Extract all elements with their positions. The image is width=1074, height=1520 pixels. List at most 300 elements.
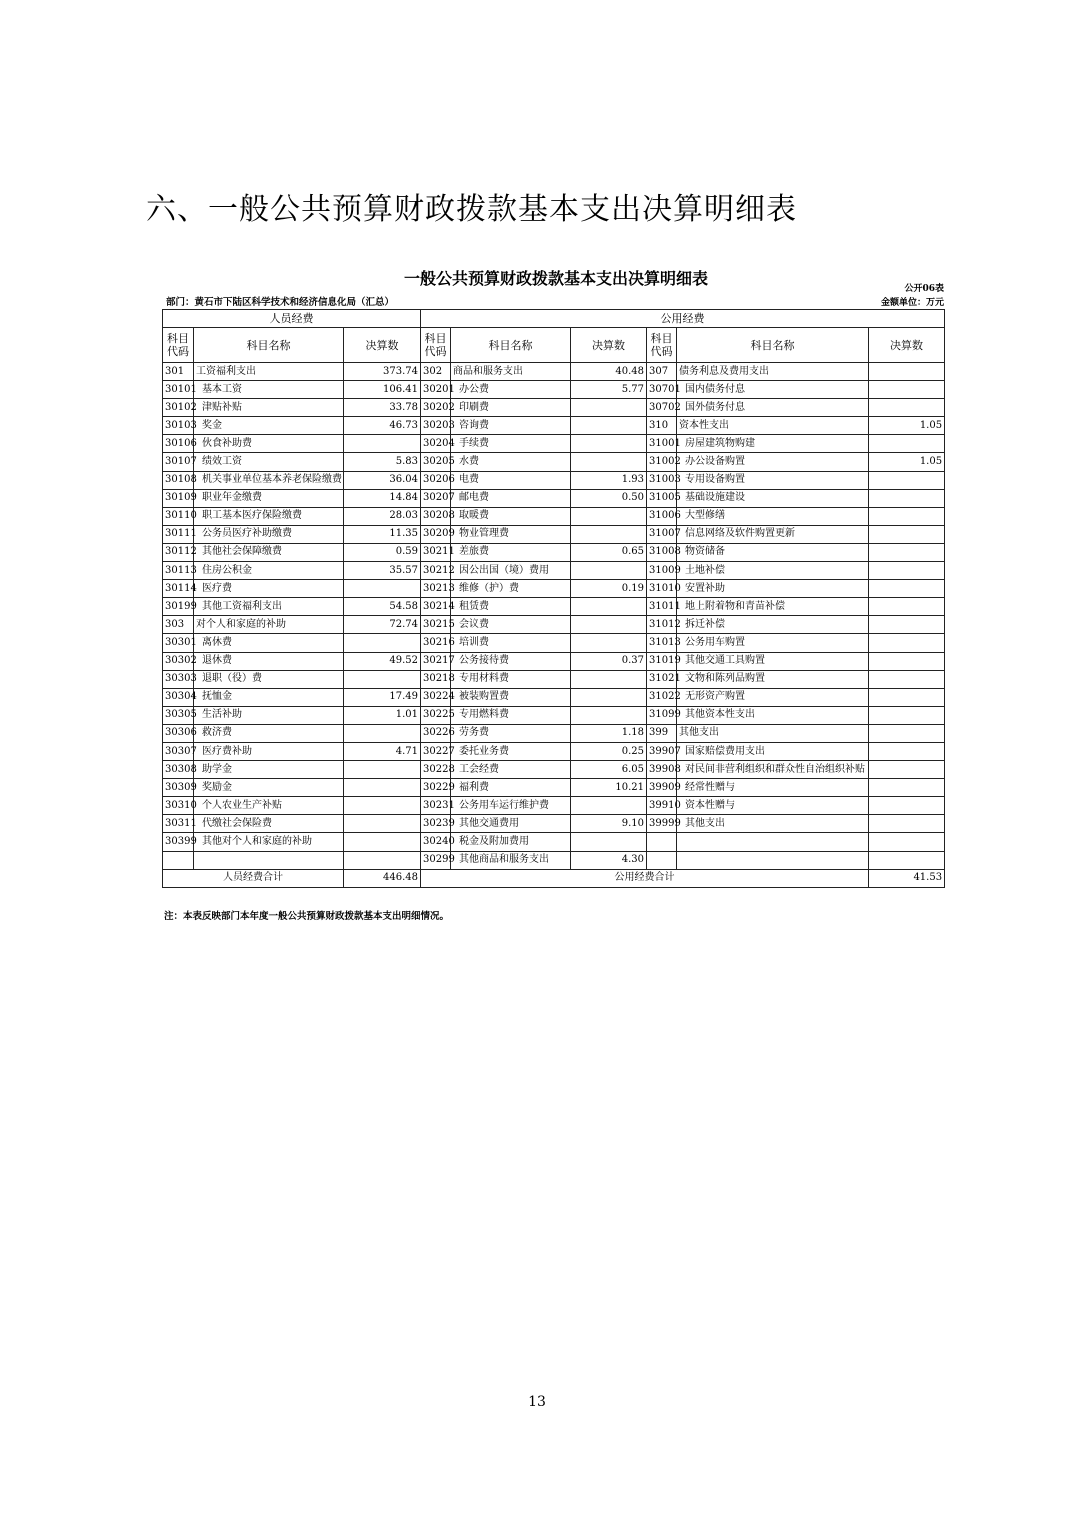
cell-code: 31019 [647,652,677,670]
cell-amount [571,634,647,652]
cell-name: 因公出国（境）费用 [451,562,571,580]
table-row [163,851,945,869]
table-row [163,381,945,399]
cell-name: 大型修缮 [677,507,869,525]
cell-name: 其他支出 [677,724,869,742]
cell-amount [571,525,647,543]
cell-name: 物业管理费 [451,525,571,543]
cell-name: 对个人和家庭的补助 [194,616,344,634]
cell-amount [571,616,647,634]
cell-name [677,851,869,869]
table-row [163,507,945,525]
cell-name: 维修（护）费 [451,580,571,598]
cell-code: 30202 [421,399,451,417]
cell-name: 税金及附加费用 [451,833,571,851]
cell-name: 取暖费 [451,507,571,525]
cell-name: 地上附着物和青苗补偿 [677,598,869,616]
cell-code: 30216 [421,634,451,652]
cell-code: 31003 [647,471,677,489]
cell-code: 30311 [163,815,194,833]
cell-code: 31001 [647,435,677,453]
cell-amount: 9.10 [571,815,647,833]
cell-code: 30229 [421,779,451,797]
cell-amount [869,381,945,399]
cell-name: 差旅费 [451,543,571,561]
cell-name: 委托业务费 [451,742,571,760]
cell-amount: 0.50 [571,489,647,507]
cell-amount: 5.77 [571,381,647,399]
table-row [163,797,945,815]
cell-amount [571,688,647,706]
cell-amount: 1.93 [571,471,647,489]
cell-amount: 0.65 [571,543,647,561]
cell-name: 公务用车购置 [677,634,869,652]
cell-name: 印刷费 [451,399,571,417]
cell-name: 医疗费补助 [194,742,344,760]
cell-code: 30240 [421,833,451,851]
table-row [163,761,945,779]
cell-amount [869,688,945,706]
cell-code: 30207 [421,489,451,507]
cell-name: 职工基本医疗保险缴费 [194,507,344,525]
cell-name: 拆迁补偿 [677,616,869,634]
cell-code [647,833,677,851]
cell-amount [344,435,421,453]
cell-amount [869,525,945,543]
cell-code: 303 [163,616,194,634]
cell-code: 30218 [421,670,451,688]
cell-code: 30305 [163,706,194,724]
cell-code: 30108 [163,471,194,489]
cell-code: 30204 [421,435,451,453]
header-code: 科目代码 [163,328,194,363]
cell-name: 办公设备购置 [677,453,869,471]
cell-amount: 46.73 [344,417,421,435]
cell-amount [571,598,647,616]
cell-name: 职业年金缴费 [194,489,344,507]
table-row [163,688,945,706]
cell-name: 商品和服务支出 [451,363,571,381]
cell-code: 30702 [647,399,677,417]
cell-amount [344,670,421,688]
table-row [163,616,945,634]
cell-code: 30302 [163,652,194,670]
table-row [163,489,945,507]
cell-amount [571,453,647,471]
cell-code [647,851,677,869]
cell-code: 30217 [421,652,451,670]
cell-amount [571,833,647,851]
cell-code: 30111 [163,525,194,543]
cell-name: 助学金 [194,761,344,779]
cell-code: 30304 [163,688,194,706]
cell-amount: 0.59 [344,543,421,561]
cell-code: 399 [647,724,677,742]
table-note: 注：本表反映部门本年度一般公共预算财政拨款基本支出明细情况。 [164,911,450,922]
cell-amount [869,851,945,869]
cell-name: 奖金 [194,417,344,435]
table-row [163,562,945,580]
cell-name: 租赁费 [451,598,571,616]
cell-name: 咨询费 [451,417,571,435]
cell-amount: 54.58 [344,598,421,616]
cell-name: 救济费 [194,724,344,742]
cell-name: 邮电费 [451,489,571,507]
cell-code: 30224 [421,688,451,706]
cell-amount: 1.01 [344,706,421,724]
cell-amount: 40.48 [571,363,647,381]
cell-code: 31012 [647,616,677,634]
cell-amount [571,435,647,453]
cell-name: 退职（役）费 [194,670,344,688]
cell-name: 医疗费 [194,580,344,598]
cell-name: 其他商品和服务支出 [451,851,571,869]
cell-code: 30107 [163,453,194,471]
cell-code: 31006 [647,507,677,525]
cell-amount [869,742,945,760]
cell-code: 30102 [163,399,194,417]
totals-row [163,869,945,887]
section-heading: 六、一般公共预算财政拨款基本支出决算明细表 [146,192,797,227]
cell-amount: 4.30 [571,851,647,869]
cell-amount [344,779,421,797]
cell-amount [571,797,647,815]
cell-code: 30209 [421,525,451,543]
cell-name: 其他支出 [677,815,869,833]
department-label: 部门：黄石市下陆区科学技术和经济信息化局（汇总） [166,297,395,308]
cell-amount [344,833,421,851]
cell-name [677,833,869,851]
cell-code: 31021 [647,670,677,688]
cell-amount [571,562,647,580]
cell-amount: 1.05 [869,417,945,435]
cell-name [194,851,344,869]
cell-amount: 1.18 [571,724,647,742]
cell-code: 30227 [421,742,451,760]
table-row [163,706,945,724]
cell-code: 301 [163,363,194,381]
cell-code: 30308 [163,761,194,779]
cell-code: 30203 [421,417,451,435]
table-row [163,670,945,688]
cell-amount: 72.74 [344,616,421,634]
cell-code: 30109 [163,489,194,507]
cell-amount [344,815,421,833]
cell-amount: 1.05 [869,453,945,471]
cell-amount [869,435,945,453]
cell-amount [869,761,945,779]
cell-amount: 36.04 [344,471,421,489]
cell-name: 机关事业单位基本养老保险缴费 [194,471,344,489]
cell-code: 30112 [163,543,194,561]
cell-name: 福利费 [451,779,571,797]
header-code: 科目代码 [647,328,677,363]
cell-code: 30228 [421,761,451,779]
cell-name: 物资储备 [677,543,869,561]
cell-name: 劳务费 [451,724,571,742]
cell-name: 对民间非营利组织和群众性自治组织补贴 [677,761,869,779]
cell-name: 办公费 [451,381,571,399]
header-name: 科目名称 [677,328,869,363]
header-amount: 决算数 [869,328,945,363]
cell-code: 31022 [647,688,677,706]
table-row [163,580,945,598]
cell-code: 30299 [421,851,451,869]
cell-code: 30199 [163,598,194,616]
header-code: 科目代码 [421,328,451,363]
cell-amount: 5.83 [344,453,421,471]
cell-name: 国家赔偿费用支出 [677,742,869,760]
cell-name: 工会经费 [451,761,571,779]
cell-name: 水费 [451,453,571,471]
cell-code: 30307 [163,742,194,760]
cell-code: 30215 [421,616,451,634]
cell-code: 30113 [163,562,194,580]
cell-name: 其他工资福利支出 [194,598,344,616]
cell-name: 公务接待费 [451,652,571,670]
cell-amount [344,797,421,815]
cell-name: 专用燃料费 [451,706,571,724]
cell-name: 抚恤金 [194,688,344,706]
cell-amount: 0.25 [571,742,647,760]
cell-code: 30301 [163,634,194,652]
table-row [163,724,945,742]
cell-code: 302 [421,363,451,381]
cell-name: 无形资产购置 [677,688,869,706]
cell-code: 30231 [421,797,451,815]
cell-name: 国外债务付息 [677,399,869,417]
cell-amount [869,652,945,670]
cell-name: 绩效工资 [194,453,344,471]
public-total-value: 41.53 [869,869,945,887]
cell-name: 其他交通费用 [451,815,571,833]
cell-amount [869,580,945,598]
cell-code: 30303 [163,670,194,688]
cell-name: 会议费 [451,616,571,634]
cell-amount [571,417,647,435]
cell-code: 31008 [647,543,677,561]
cell-code: 30205 [421,453,451,471]
cell-amount: 0.19 [571,580,647,598]
cell-code: 31011 [647,598,677,616]
cell-name: 房屋建筑物购建 [677,435,869,453]
cell-amount [869,706,945,724]
cell-amount [344,851,421,869]
cell-name: 公务用车运行维护费 [451,797,571,815]
cell-name: 基础设施建设 [677,489,869,507]
table-row [163,399,945,417]
cell-amount: 35.57 [344,562,421,580]
table-row [163,471,945,489]
cell-code: 30310 [163,797,194,815]
cell-name: 安置补助 [677,580,869,598]
cell-code: 30211 [421,543,451,561]
cell-code: 30110 [163,507,194,525]
cell-amount: 14.84 [344,489,421,507]
cell-amount [571,507,647,525]
cell-name: 文物和陈列品购置 [677,670,869,688]
cell-code: 30226 [421,724,451,742]
cell-name: 资本性赠与 [677,797,869,815]
cell-amount [571,670,647,688]
cell-code: 30212 [421,562,451,580]
cell-code: 30306 [163,724,194,742]
cell-code: 30208 [421,507,451,525]
table-row [163,525,945,543]
table-row [163,833,945,851]
cell-amount [869,562,945,580]
cell-name: 信息网络及软件购置更新 [677,525,869,543]
cell-name: 国内债务付息 [677,381,869,399]
table-row [163,363,945,381]
cell-name: 其他对个人和家庭的补助 [194,833,344,851]
cell-amount [344,580,421,598]
cell-amount: 49.52 [344,652,421,670]
cell-name: 住房公积金 [194,562,344,580]
cell-code: 30213 [421,580,451,598]
cell-name: 离休费 [194,634,344,652]
cell-amount [869,543,945,561]
cell-amount [869,616,945,634]
form-number: 公开06表 [904,284,944,294]
cell-name: 津贴补贴 [194,399,344,417]
cell-code: 30103 [163,417,194,435]
cell-amount: 33.78 [344,399,421,417]
cell-code: 31005 [647,489,677,507]
cell-amount: 17.49 [344,688,421,706]
public-total-label: 公用经费合计 [421,869,869,887]
cell-name: 手续费 [451,435,571,453]
table-row [163,453,945,471]
cell-code: 31007 [647,525,677,543]
cell-code: 31099 [647,706,677,724]
cell-amount: 6.05 [571,761,647,779]
cell-name: 公务员医疗补助缴费 [194,525,344,543]
cell-amount [869,634,945,652]
cell-code: 39909 [647,779,677,797]
table-row [163,652,945,670]
personnel-total-value: 446.48 [344,869,421,887]
cell-code: 30214 [421,598,451,616]
cell-code: 30106 [163,435,194,453]
table-row [163,598,945,616]
cell-code: 30206 [421,471,451,489]
header-name: 科目名称 [451,328,571,363]
cell-code: 30225 [421,706,451,724]
cell-name: 奖励金 [194,779,344,797]
table-row [163,417,945,435]
cell-amount: 28.03 [344,507,421,525]
cell-amount [344,761,421,779]
cell-amount [869,670,945,688]
group-personnel: 人员经费 [163,310,421,328]
cell-name: 退休费 [194,652,344,670]
cell-amount [869,489,945,507]
header-amount: 决算数 [571,328,647,363]
cell-amount [869,724,945,742]
group-public: 公用经费 [421,310,945,328]
cell-code: 31009 [647,562,677,580]
cell-amount: 4.71 [344,742,421,760]
cell-name: 其他交通工具购置 [677,652,869,670]
cell-name: 资本性支出 [677,417,869,435]
cell-code: 30399 [163,833,194,851]
cell-amount: 11.35 [344,525,421,543]
cell-name: 基本工资 [194,381,344,399]
page-number: 13 [528,1394,546,1410]
cell-code: 39910 [647,797,677,815]
cell-code: 30201 [421,381,451,399]
cell-amount [869,507,945,525]
cell-name: 伙食补助费 [194,435,344,453]
cell-code: 31002 [647,453,677,471]
cell-amount [869,779,945,797]
cell-code: 30701 [647,381,677,399]
table-row [163,815,945,833]
cell-name: 被装购置费 [451,688,571,706]
cell-name: 个人农业生产补贴 [194,797,344,815]
cell-name: 电费 [451,471,571,489]
table-row [163,543,945,561]
cell-code: 30309 [163,779,194,797]
cell-amount [869,399,945,417]
cell-amount [344,634,421,652]
cell-amount: 0.37 [571,652,647,670]
cell-amount: 106.41 [344,381,421,399]
header-amount: 决算数 [344,328,421,363]
unit-label: 金额单位：万元 [880,298,944,308]
cell-amount [344,724,421,742]
cell-amount [869,797,945,815]
cell-name: 专用设备购置 [677,471,869,489]
personnel-total-label: 人员经费合计 [163,869,344,887]
table-title: 一般公共预算财政拨款基本支出决算明细表 [404,269,709,288]
table-row [163,435,945,453]
table-row [163,742,945,760]
cell-amount [869,363,945,381]
header-name: 科目名称 [194,328,344,363]
cell-code: 30239 [421,815,451,833]
cell-code: 31013 [647,634,677,652]
cell-amount: 373.74 [344,363,421,381]
cell-amount [869,598,945,616]
table-row [163,634,945,652]
cell-code: 39907 [647,742,677,760]
table-row [163,779,945,797]
cell-code: 30101 [163,381,194,399]
cell-code: 31010 [647,580,677,598]
cell-amount [869,833,945,851]
cell-name: 其他社会保障缴费 [194,543,344,561]
cell-code: 30114 [163,580,194,598]
cell-amount [571,706,647,724]
cell-name: 培训费 [451,634,571,652]
cell-name: 代缴社会保险费 [194,815,344,833]
cell-amount [869,815,945,833]
cell-name: 工资福利支出 [194,363,344,381]
cell-code [163,851,194,869]
cell-name: 经常性赠与 [677,779,869,797]
cell-code: 310 [647,417,677,435]
cell-code: 39999 [647,815,677,833]
cell-name: 债务利息及费用支出 [677,363,869,381]
expenditure-table [162,309,945,888]
cell-amount [571,399,647,417]
cell-name: 生活补助 [194,706,344,724]
cell-code: 307 [647,363,677,381]
cell-name: 专用材料费 [451,670,571,688]
cell-name: 其他资本性支出 [677,706,869,724]
